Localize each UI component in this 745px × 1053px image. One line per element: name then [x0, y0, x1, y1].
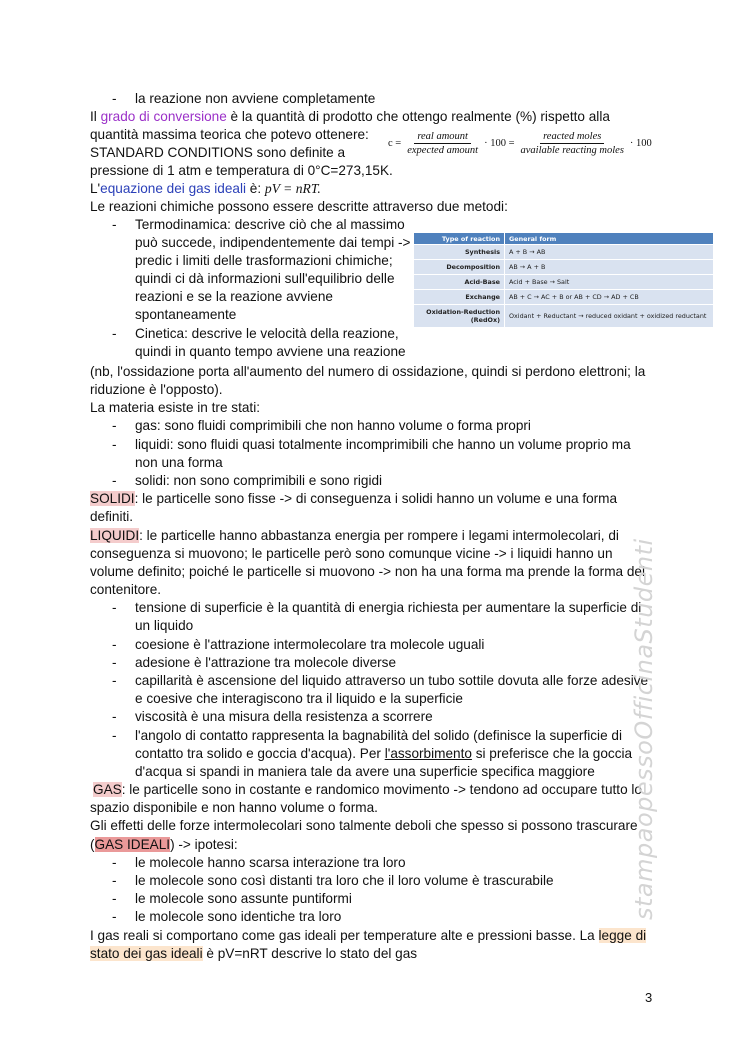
list-item: liquidi: sono fluidi quasi totalmente incomprimibili che hanno un volume proprio ma — [135, 437, 631, 452]
text: : le particelle hanno abbastanza energia per rompere i legami intermolecolari, di — [139, 528, 619, 543]
cell: AB → A + B — [505, 260, 714, 275]
cell: A + B → AB — [505, 245, 714, 260]
list-item-cont: spontaneamente — [135, 307, 237, 322]
formula-operator: · 100 — [629, 138, 652, 149]
list-item: l'angolo di contatto rappresenta la bagnabilità del solido (definisce la superficie di — [135, 728, 622, 743]
table-row — [414, 245, 713, 260]
bullet-dash: - — [112, 437, 117, 452]
list-item-cont — [135, 745, 632, 763]
list-item: le molecole sono assunte puntiformi — [135, 891, 352, 906]
table-row — [414, 260, 713, 275]
list-item: le molecole hanno scarsa interazione tra loro — [135, 855, 406, 870]
term-grado-di-conversione: grado di conversione — [100, 109, 227, 124]
bullet-dash: - — [112, 873, 117, 888]
list-item-cont: e coesive che interagiscono tra il liquido e la superficie — [135, 691, 463, 706]
page-number: 3 — [645, 990, 653, 1005]
list-item: capillarità è ascensione del liquido attraverso un tubo sottile dovuta alle forze adesive — [135, 673, 649, 688]
paragraph-line: volume definito; poiché le particelle si muovono -> non ha una forma ma prende la forma del — [90, 564, 646, 579]
bullet-dash: - — [112, 728, 117, 743]
text: si preferisce che la goccia — [471, 746, 633, 761]
fraction — [404, 131, 481, 156]
list-item: coesione è l'attrazione intermolecolare tra molecole uguali — [135, 637, 485, 652]
list-item: le molecole sono identiche tra loro — [135, 909, 342, 924]
cell: AB + C → AC + B or AB + CD → AD + CB — [505, 290, 714, 305]
paragraph-line — [90, 490, 617, 508]
bullet-dash: - — [112, 909, 117, 924]
list-item-cont: d'acqua si spandi in maniera tale da avere una superficie specifica maggiore — [135, 764, 595, 779]
paragraph-line: La materia esiste in tre stati: — [90, 400, 260, 415]
bullet-dash: - — [112, 600, 117, 615]
paragraph-line: contenitore. — [90, 582, 162, 597]
text: ) -> ipotesi: — [170, 837, 238, 852]
highlight-solidi: SOLIDI — [90, 491, 135, 506]
paragraph-line: definiti. — [90, 509, 134, 524]
numerator: reacted moles — [540, 131, 604, 144]
paragraph-line — [90, 180, 321, 198]
paragraph-line: conseguenza si muovono; le particelle però sono comunque vicine -> i liquidi hanno un — [90, 546, 613, 561]
list-item: la reazione non avviene completamente — [135, 91, 376, 106]
table-row — [414, 305, 713, 328]
list-item: gas: sono fluidi comprimibili che non hanno volume o forma propri — [135, 418, 531, 433]
paragraph-line: Le reazioni chimiche possono essere descritte attraverso due metodi: — [90, 199, 508, 214]
table-row — [414, 275, 713, 290]
watermark: stampaopessoOfficinaStudenti — [630, 538, 658, 920]
bullet-dash: - — [112, 673, 117, 688]
text: è la quantità di prodotto che ottengo realmente (%) rispetto alla — [226, 109, 610, 124]
formula-lhs: c = — [388, 138, 402, 149]
cell: Acid + Base → Salt — [505, 275, 714, 290]
bullet-dash: - — [112, 709, 117, 724]
text: I gas reali si comportano come gas ideali per temperature alte e pressioni basse. La — [90, 928, 599, 943]
list-item: viscosità è una misura della resistenza a scorrere — [135, 709, 433, 724]
list-item-cont: non una forma — [135, 455, 223, 470]
cell: Synthesis — [414, 245, 505, 260]
list-item-cont: un liquido — [135, 618, 194, 633]
list-item: solidi: non sono comprimibili e sono rigidi — [135, 473, 383, 488]
list-item-cont: quindi ci dà informazioni sull'equilibrio delle — [135, 271, 395, 286]
paragraph-line: STANDARD CONDITIONS sono definite a — [90, 145, 346, 160]
bullet-dash: - — [112, 326, 117, 341]
highlight-liquidi: LIQUIDI — [90, 528, 140, 543]
paragraph-line: pressione di 1 atm e temperatura di 0°C=273,15K. — [90, 163, 393, 178]
column-header: Type of reaction — [414, 233, 505, 245]
bullet-dash: - — [112, 217, 117, 232]
paragraph-line: Gli effetti delle forze intermolecolari sono talmente deboli che spesso si possono trascurare — [90, 818, 638, 833]
paragraph-line — [90, 945, 417, 963]
bullet-dash: - — [112, 855, 117, 870]
paragraph-line: riduzione è l'opposto). — [90, 382, 223, 397]
numerator: real amount — [414, 131, 471, 144]
paragraph-line — [90, 108, 610, 126]
cell: Oxidant + Reductant → reduced oxidant + oxidized reductant — [505, 305, 714, 328]
text: contatto tra solido e goccia d'acqua). Per — [135, 746, 385, 761]
term-equazione-gas-ideali: equazione dei gas ideali — [100, 181, 247, 196]
table-header-row — [414, 233, 713, 245]
math-ideal-gas: pV = nRT. — [264, 181, 321, 196]
denominator: expected amount — [407, 145, 479, 156]
text: è pV=nRT descrive lo stato del gas — [202, 946, 418, 961]
list-item: adesione è l'attrazione tra molecole diverse — [135, 655, 397, 670]
paragraph-line: quantità massima teorica che potevo ottenere: — [90, 127, 369, 142]
highlight-legge-di-stato: stato dei gas ideali — [90, 946, 203, 961]
column-header: General form — [505, 233, 714, 245]
highlight-gas: GAS — [93, 782, 122, 797]
conversion-formula — [388, 131, 652, 156]
text: ( — [90, 837, 95, 852]
cell: Exchange — [414, 290, 505, 305]
highlight-gas-ideali: GAS IDEALI — [94, 837, 171, 852]
list-item-cont: predic i limiti delle trasformazioni chimiche; — [135, 253, 393, 268]
bullet-dash: - — [112, 473, 117, 488]
list-item: Termodinamica: descrive ciò che al massimo — [135, 217, 405, 232]
underlined-assorbimento: l'assorbimento — [384, 746, 472, 761]
bullet-dash: - — [112, 91, 117, 106]
formula-operator: · 100 = — [484, 138, 515, 149]
table-row — [414, 290, 713, 305]
cell: Oxidation-Reduction (RedOx) — [414, 305, 505, 328]
list-item-cont: reazioni e se la reazione avviene — [135, 289, 333, 304]
highlight-legge-di-stato: legge di — [598, 928, 647, 943]
paragraph-line: spazio disponibile e non hanno volume o forma. — [90, 800, 378, 815]
text: : le particelle sono in costante e randomico movimento -> tendono ad occupare tutto lo — [121, 782, 642, 797]
text: è: — [246, 181, 265, 196]
list-item: Cinetica: descrive le velocità della reazione, — [135, 326, 399, 341]
paragraph-line: (nb, l'ossidazione porta all'aumento del numero di ossidazione, quindi si perdono elettroni; la — [90, 364, 646, 379]
denominator: available reacting moles — [520, 145, 624, 156]
cell: Decomposition — [414, 260, 505, 275]
list-item-cont: quindi in quanto tempo avviene una reazione — [135, 344, 406, 359]
bullet-dash: - — [112, 891, 117, 906]
bullet-dash: - — [112, 637, 117, 652]
text: Il — [90, 109, 101, 124]
paragraph-line — [93, 781, 642, 799]
paragraph-line — [90, 836, 238, 854]
bullet-dash: - — [112, 418, 117, 433]
paragraph-line — [90, 927, 646, 945]
fraction — [518, 131, 627, 156]
reaction-types-table — [414, 233, 713, 327]
list-item: le molecole sono così distanti tra loro che il loro volume è trascurabile — [135, 873, 554, 888]
cell: Acid-Base — [414, 275, 505, 290]
paragraph-line — [90, 527, 619, 545]
bullet-dash: - — [112, 655, 117, 670]
list-item-cont: può succede, indipendentemente dai tempi -> — [135, 235, 411, 250]
list-item: tensione di superficie è la quantità di energia richiesta per aumentare la superficie di — [135, 600, 642, 615]
text: : le particelle sono fisse -> di conseguenza i solidi hanno un volume e una forma — [134, 491, 618, 506]
text: L' — [90, 181, 101, 196]
